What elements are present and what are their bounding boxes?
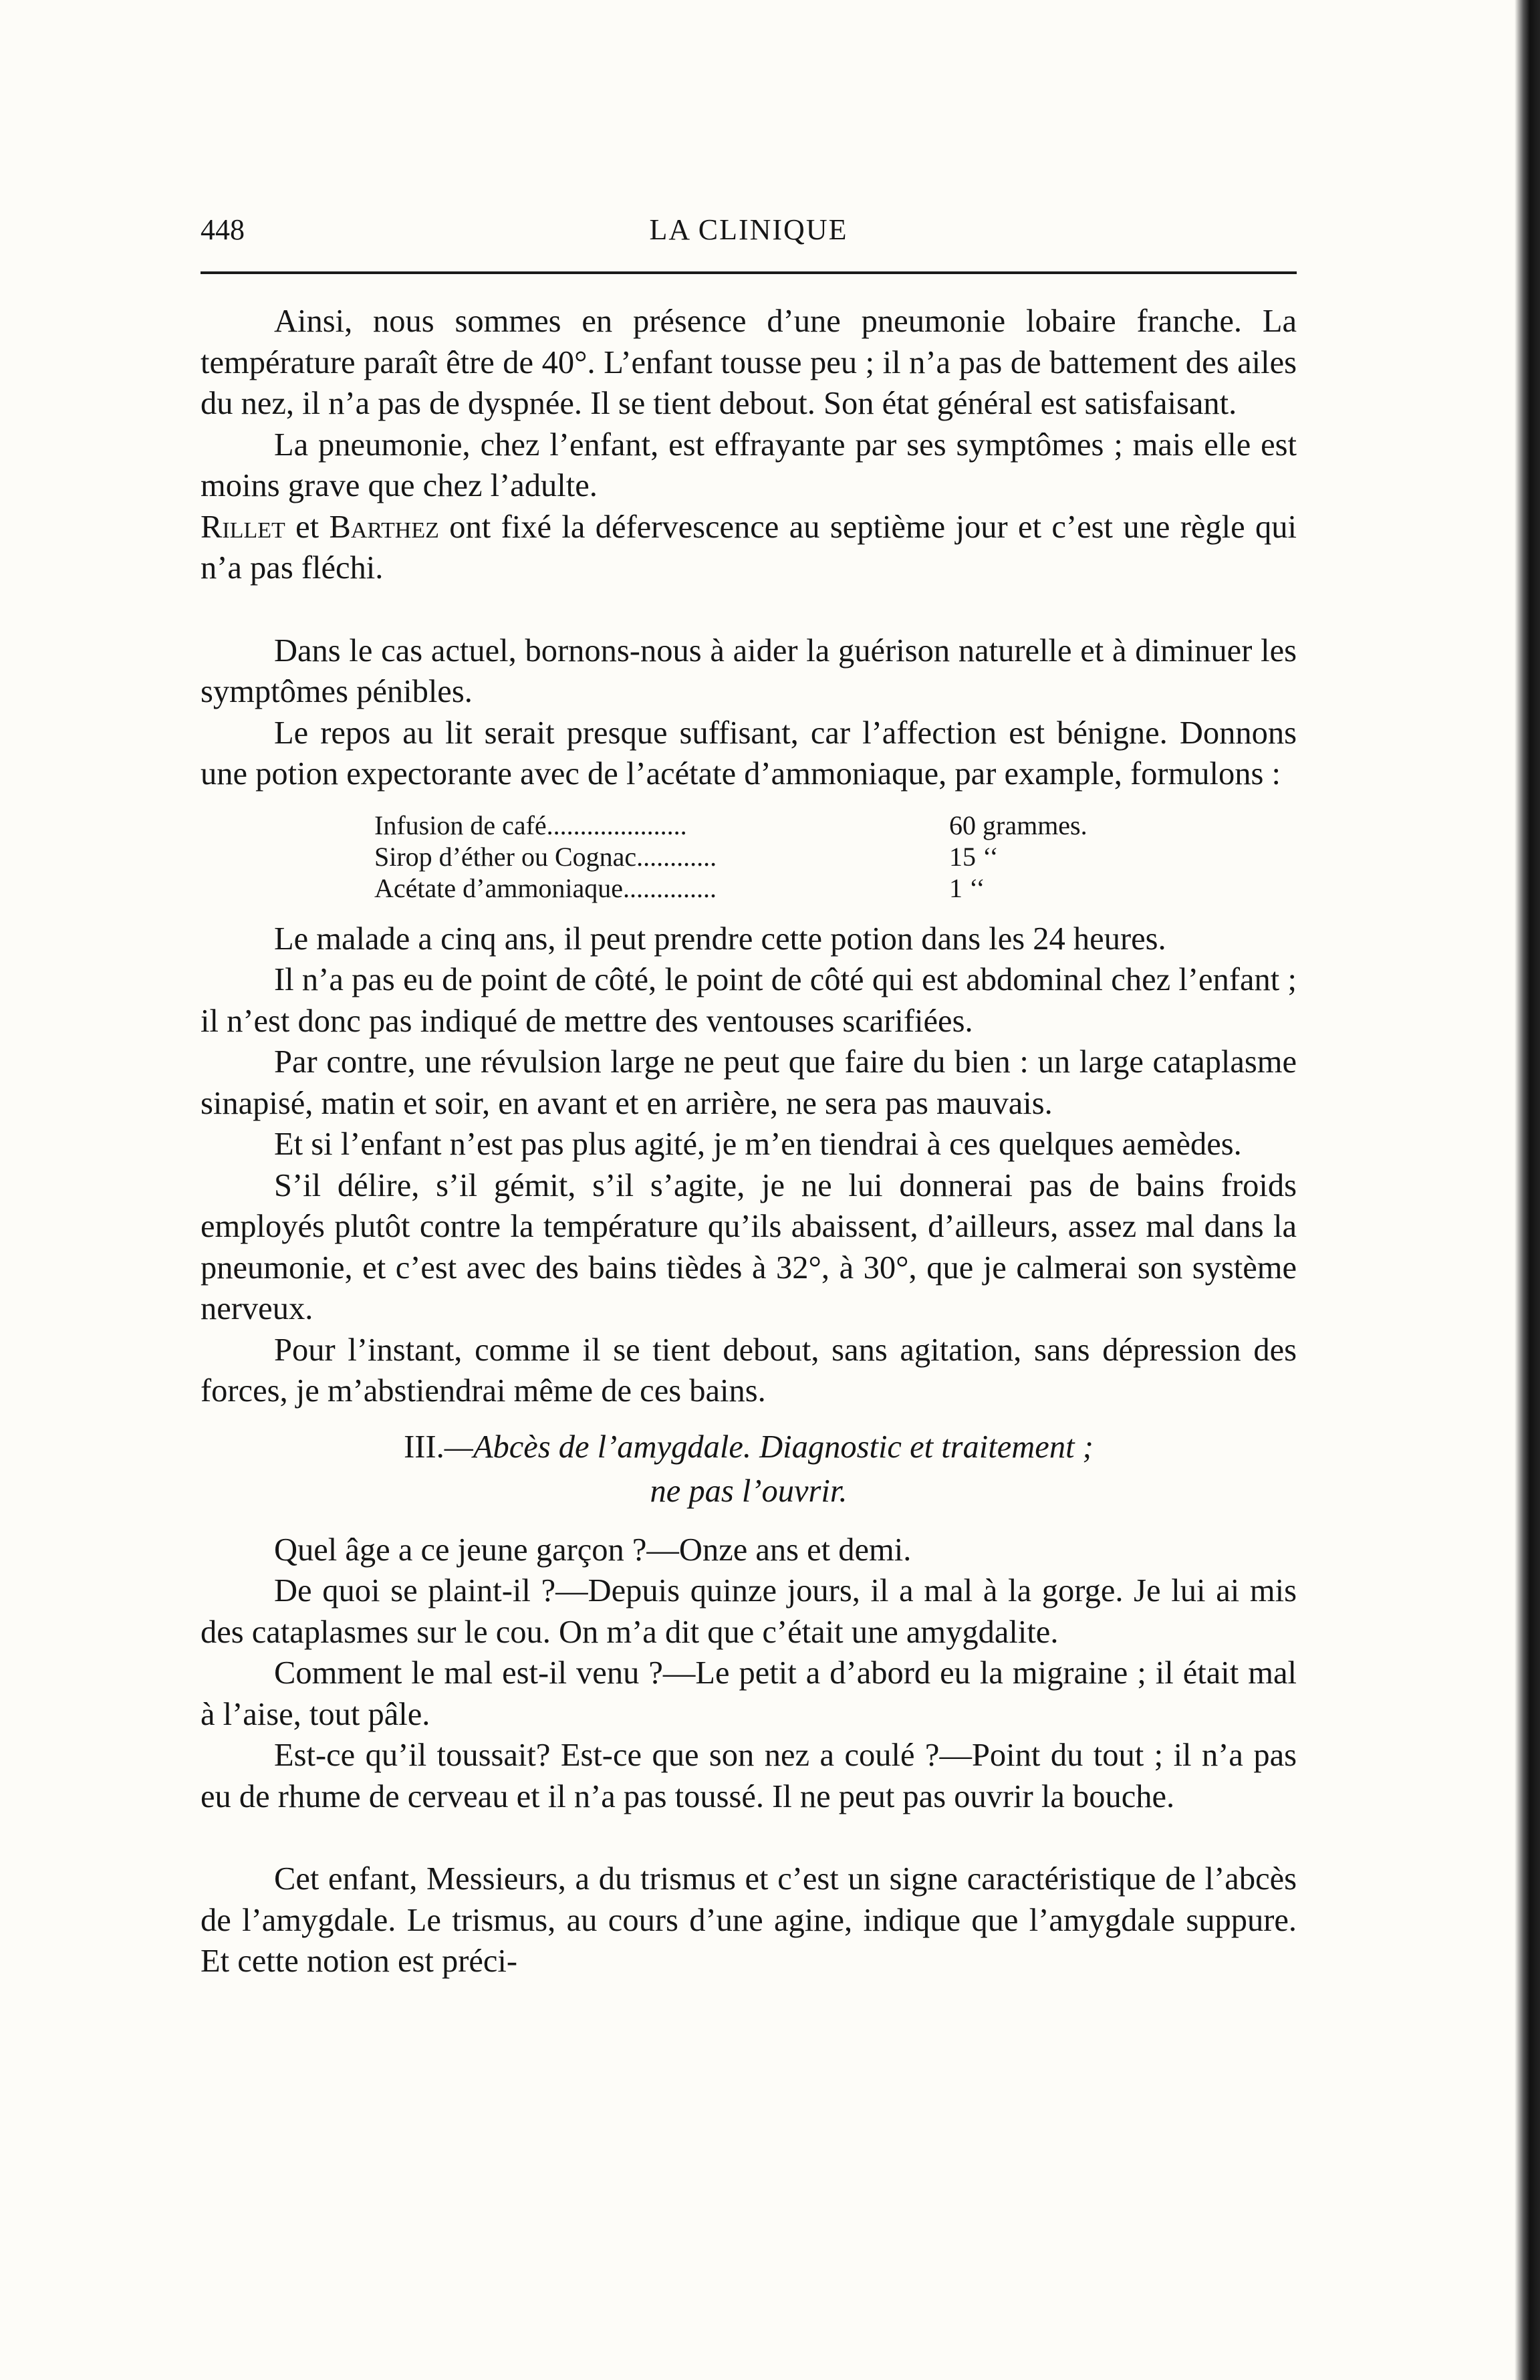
- section-title-line2: ne pas l’ouvrir.: [650, 1473, 848, 1509]
- paragraph: Cet enfant, Messieurs, a du trismus et c’est un signe caractéristique de l’abcès de l’amygdale. Le trismus, au cours d’une agine, indique que l’amygdale suppure. Et cette notion est préci-: [201, 1861, 1297, 1979]
- paragraph: Il n’a pas eu de point de côté, le point de côté qui est abdominal chez l’enfant ; il n’est donc pas indiqué de mettre des ventouses scarifiées.: [201, 962, 1297, 1039]
- paragraph: Quel âge a ce jeune garçon ?—Onze ans et demi.: [274, 1532, 912, 1568]
- paragraph-rest: ont fixé la défervescence au septième jour et c’est une règle qui n’a pas fléchi.: [201, 509, 1297, 586]
- page-edge-shadow: [1515, 0, 1540, 2380]
- paragraph-rillet: [201, 507, 1297, 589]
- body-text: [201, 301, 1297, 1982]
- prescription-formula: [374, 810, 1297, 904]
- page-number: 448: [201, 213, 245, 246]
- formula-ingredient: Sirop d’éther ou Cognac............: [374, 841, 717, 872]
- paragraph: Par contre, une révulsion large ne peut que faire du bien : un large cataplasme sinapisé, matin et soir, en avant et en arrière, ne sera pas mauvais.: [201, 1044, 1297, 1121]
- running-head: [201, 213, 1297, 253]
- paragraph: Ainsi, nous sommes en présence d’une pneumonie lobaire franche. La température paraît être de 40°. L’enfant tousse peu ; il n’a pas de battement des ailes du nez, il n’a pas de dyspnée. Il se tient debout. Son état général est satisfaisant.: [201, 304, 1297, 421]
- formula-row: [374, 872, 1297, 904]
- paragraph: Et si l’enfant n’est pas plus agité, je m’en tiendrai à ces quelques aemèdes.: [274, 1126, 1242, 1162]
- paragraph: S’il délire, s’il gémit, s’il s’agite, je ne lui donnerai pas de bains froids employés plutôt contre la température qu’ils abaissent, d’ailleurs, assez mal dans la pneumonie, et c’est avec des bains tièdes à 32°, à 30°, que je calmerai son système nerveux.: [201, 1167, 1297, 1326]
- formula-quantity: 60 grammes.: [949, 810, 1087, 840]
- formula-row: [374, 841, 1297, 872]
- section-title-line1: —Abcès de l’amygdale. Diagnostic et traitement ;: [444, 1429, 1094, 1465]
- paragraph: Pour l’instant, comme il se tient debout, sans agitation, sans dépression des forces, je m’abstiendrai même de ces bains.: [201, 1332, 1297, 1409]
- conjunction: et: [285, 509, 330, 545]
- author-barthez: Barthez: [329, 509, 439, 545]
- formula-quantity: 1 ‘‘: [949, 872, 985, 903]
- paragraph: Le repos au lit serait presque suffisant, car l’affection est bénigne. Donnons une potion expectorante avec de l’acétate d’ammoniaque, par example, formulons :: [201, 715, 1297, 792]
- paragraph: De quoi se plaint-il ?—Depuis quinze jours, il a mal à la gorge. Je lui ai mis des cataplasmes sur le cou. On m’a dit que c’était une amygdalite.: [201, 1573, 1297, 1650]
- formula-quantity: 15 ‘‘: [949, 841, 999, 872]
- paragraph: Le malade a cinq ans, il peut prendre cette potion dans les 24 heures.: [274, 921, 1166, 957]
- paragraph: Comment le mal est-il venu ?—Le petit a d’abord eu la migraine ; il était mal à l’aise, tout pâle.: [201, 1655, 1297, 1732]
- formula-ingredient: Infusion de café.....................: [374, 810, 687, 840]
- paragraph-gap: [201, 1817, 1297, 1859]
- paragraph: La pneumonie, chez l’enfant, est effrayante par ses symptômes ; mais elle est moins grave que chez l’adulte.: [201, 427, 1297, 503]
- running-title: LA CLINIQUE: [649, 213, 848, 246]
- formula-row: [374, 810, 1297, 841]
- paragraph: Dans le cas actuel, bornons-nous à aider la guérison naturelle et à diminuer les symptômes pénibles.: [201, 632, 1297, 709]
- paragraph: Est-ce qu’il toussait? Est-ce que son nez a coulé ?—Point du tout ; il n’a pas eu de rhume de cerveau et il n’a pas toussé. Il ne peut pas ouvrir la bouche.: [201, 1738, 1297, 1814]
- section-numeral: III.: [404, 1429, 444, 1465]
- paragraph-gap: [201, 589, 1297, 630]
- author-rillet: Rillet: [201, 509, 285, 545]
- section-heading: [201, 1425, 1297, 1514]
- formula-ingredient: Acétate d’ammoniaque..............: [374, 872, 717, 903]
- header-rule: [201, 271, 1297, 274]
